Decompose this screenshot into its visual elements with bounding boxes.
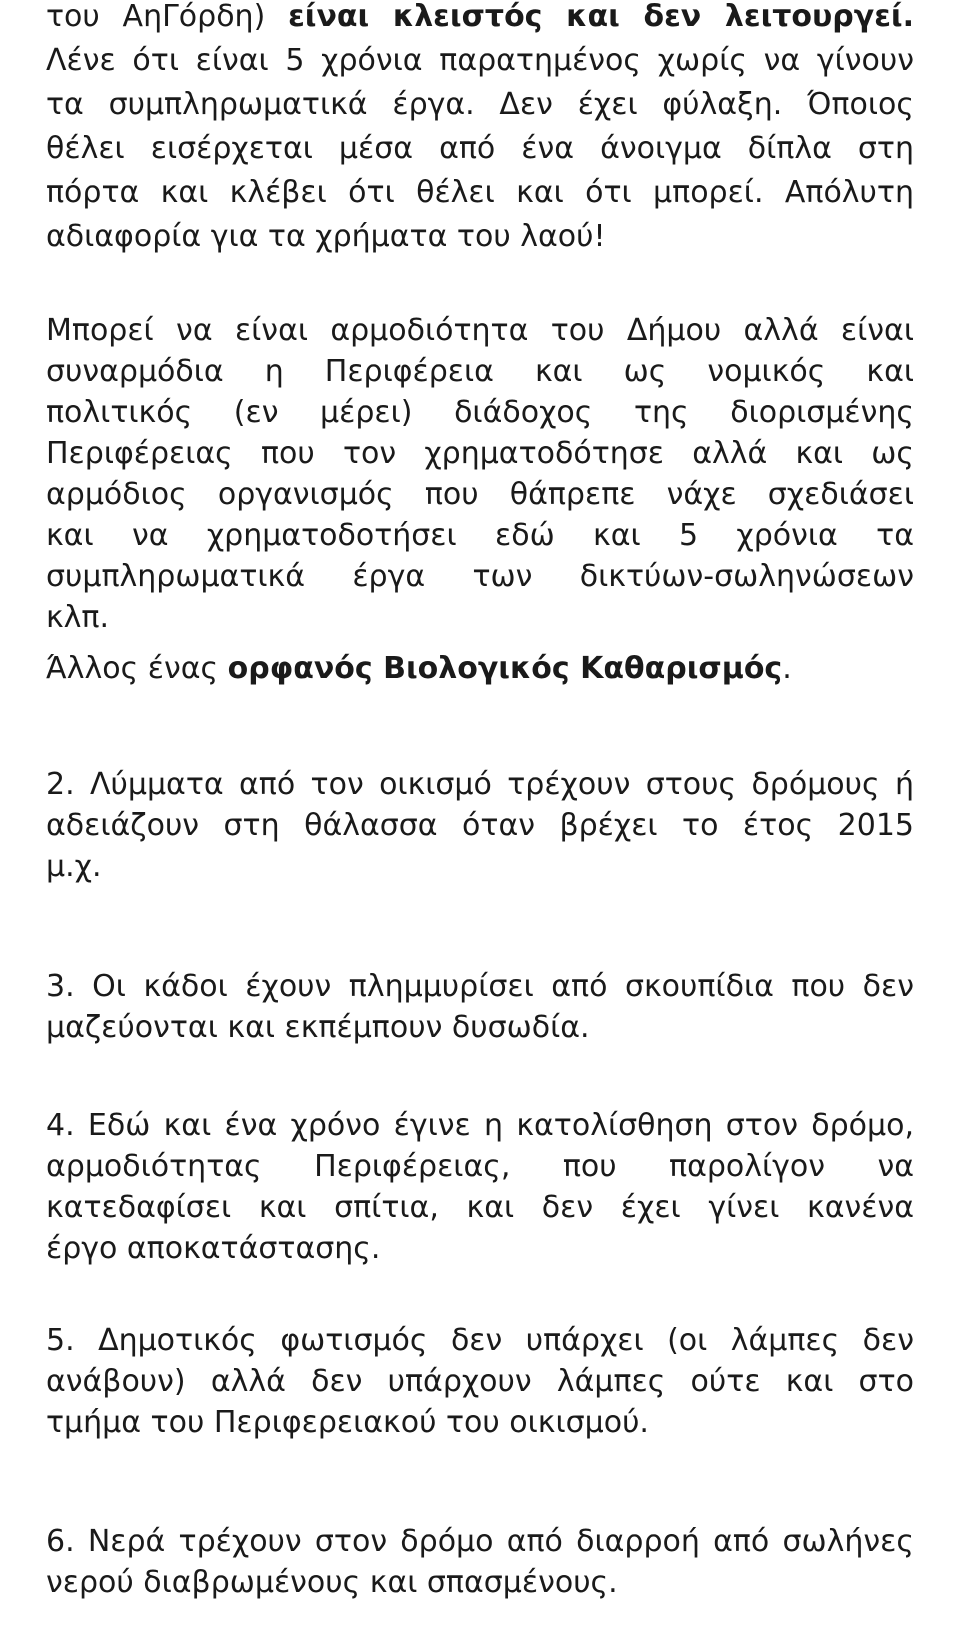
item-5-line-1 xyxy=(46,1320,914,1362)
item-4-line-2: αρμοδιότητας Περιφέρειας, που παρολίγον να xyxy=(46,1149,914,1184)
item-3-line-1 xyxy=(46,966,914,1008)
intro-line-6: αδιαφορία για τα χρήματα του λαού! xyxy=(46,219,606,254)
para3-line xyxy=(46,648,914,690)
item-2-line-3: μ.χ. xyxy=(46,849,102,884)
para2-line-8: κλπ. xyxy=(46,600,110,635)
item-2-line-1 xyxy=(46,764,914,806)
para2-line-4: Περιφέρειας που τον χρηματοδότησε αλλά και ως xyxy=(46,436,914,471)
para2-line-5: αρμόδιος οργανισμός που θάπρεπε νάχε σχεδιάσει xyxy=(46,477,914,512)
item-5-text-1: Δημοτικός φωτισμός δεν υπάρχει (οι λάμπες δεν xyxy=(98,1323,914,1358)
para2-line-3: πολιτικός (εν μέρει) διάδοχος της διορισμένης xyxy=(46,395,914,430)
item-5-line-2: ανάβουν) αλλά δεν υπάρχουν λάμπες ούτε και στο xyxy=(46,1364,914,1399)
item-3-line-2: μαζεύονται και εκπέμπουν δυσωδία. xyxy=(46,1010,590,1045)
para2-line-2: συναρμόδια η Περιφέρεια και ως νομικός και xyxy=(46,354,914,389)
item-3-number: 3. xyxy=(46,969,75,1004)
intro-line-1 xyxy=(46,0,914,38)
item-4-number: 4. xyxy=(46,1108,75,1143)
intro-line-3: τα συμπληρωματικά έργα. Δεν έχει φύλαξη. Όποιος xyxy=(46,87,914,122)
para3-text: Άλλος ένας xyxy=(46,651,228,686)
para2-line-6: και να χρηματοδοτήσει εδώ και 5 χρόνια τα xyxy=(46,518,914,553)
item-6-line-2: νερού διαβρωμένους και σπασμένους. xyxy=(46,1565,618,1600)
item-4-text-1: Εδώ και ένα χρόνο έγινε η κατολίσθηση στον δρόμο, xyxy=(87,1108,914,1143)
para3-bold: ορφανός Βιολογικός Καθαρισμός xyxy=(227,651,783,686)
item-4-line-1 xyxy=(46,1105,914,1147)
item-6-number: 6. xyxy=(46,1524,75,1559)
item-2-text-1: Λύμματα από τον οικισμό τρέχουν στους δρόμους ή xyxy=(89,767,914,802)
item-6-text-1: Νερά τρέχουν στον δρόμο από διαρροή από σωλήνες xyxy=(87,1524,914,1559)
intro-line-5: πόρτα και κλέβει ότι θέλει και ότι μπορεί. Απόλυτη xyxy=(46,175,914,210)
item-2-line-2: αδειάζουν στη θάλασσα όταν βρέχει το έτος 2015 xyxy=(46,808,914,843)
intro-line-1-text: του ΑηΓόρδη) xyxy=(46,0,289,34)
para2-line-7: συμπληρωματικά έργα των δικτύων-σωληνώσεων xyxy=(46,559,914,594)
item-4-line-4: έργο αποκατάστασης. xyxy=(46,1231,381,1266)
item-5-line-3: τμήμα του Περιφερειακού του οικισμού. xyxy=(46,1405,649,1440)
item-3-text-1: Οι κάδοι έχουν πλημμυρίσει από σκουπίδια που δεν xyxy=(92,969,915,1004)
intro-line-4: θέλει εισέρχεται μέσα από ένα άνοιγμα δίπλα στη xyxy=(46,131,914,166)
intro-line-2: Λένε ότι είναι 5 χρόνια παρατημένος χωρίς να γίνουν xyxy=(46,43,914,78)
para2-line-1: Μπορεί να είναι αρμοδιότητα του Δήμου αλλά είναι xyxy=(46,313,914,348)
intro-line-1-bold: είναι κλειστός και δεν λειτουργεί. xyxy=(288,0,914,34)
item-6-line-1 xyxy=(46,1521,914,1563)
item-2-number: 2. xyxy=(46,767,75,802)
para3-end: . xyxy=(782,651,792,686)
item-5-number: 5. xyxy=(46,1323,75,1358)
item-4-line-3: κατεδαφίσει και σπίτια, και δεν έχει γίνει κανένα xyxy=(46,1190,914,1225)
